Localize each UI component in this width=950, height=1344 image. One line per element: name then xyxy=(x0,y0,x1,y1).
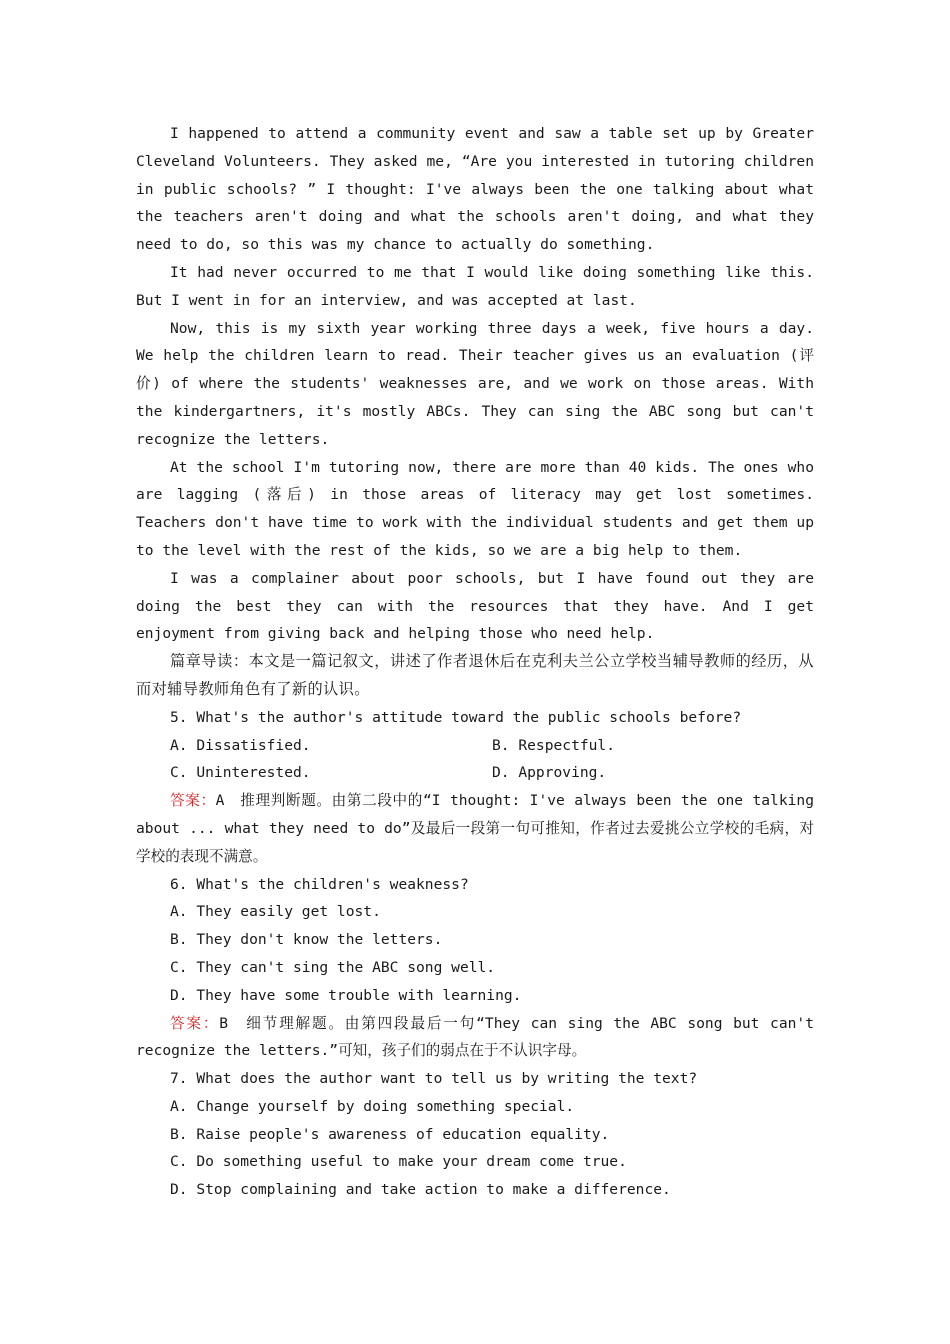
question-5-option-c: C. Uninterested. xyxy=(170,764,311,782)
passage-guide: 篇章导读：本文是一篇记叙文，讲述了作者退休后在克利夫兰公立学校当辅导教师的经历，从而对辅导教师角色有了新的认识。 xyxy=(136,652,814,698)
question-5-option-d: D. Approving. xyxy=(492,764,607,782)
question-5-stem: 5. What's the author's attitude toward the public schools before? xyxy=(170,708,742,726)
answer-explanation: A 推理判断题。由第二段中的“I thought: I've always been the one talking about ... what they need to do”及最后一段第一句可推知，作者过去爱挑公立学校的毛病，对学校的表现不满意。 xyxy=(136,792,814,865)
question-7-option-c: C. Do something useful to make your dream come true. xyxy=(170,1153,627,1171)
question-6-option-d: D. They have some trouble with learning. xyxy=(170,986,522,1004)
question-7-stem: 7. What does the author want to tell us by writing the text? xyxy=(170,1070,698,1088)
passage-paragraph-1: I happened to attend a community event and saw a table set up by Greater Cleveland Volunteers. They asked me, “Are you interested in tutoring children in public schools? ” I thought: I've always been the one talking about what the teachers aren't doing and what the schools aren't doing, and what they need to do, so this was my chance to actually do something. xyxy=(136,125,814,254)
question-6-option-a: A. They easily get lost. xyxy=(170,903,381,921)
question-6-answer xyxy=(136,1010,814,1066)
passage-paragraph-4: At the school I'm tutoring now, there are more than 40 kids. The ones who are lagging (落后) in those areas of literacy may get lost sometimes. Teachers don't have time to work with the individual students and get them up to the level with the rest of the kids, so we are a big help to them. xyxy=(136,458,814,559)
question-7-option-b: B. Raise people's awareness of education equality. xyxy=(170,1125,610,1143)
question-6-option-c: C. They can't sing the ABC song well. xyxy=(170,958,496,976)
answer-label: 答案： xyxy=(170,792,216,810)
question-7-option-d: D. Stop complaining and take action to make a difference. xyxy=(170,1181,671,1199)
question-6-stem: 6. What's the children's weakness? xyxy=(170,875,469,893)
passage-paragraph-5: I was a complainer about poor schools, but I have found out they are doing the best they can with the resources that they have. And I get enjoyment from giving back and helping those who need help. xyxy=(136,569,814,643)
question-5-options-row-1 xyxy=(136,732,814,760)
passage-paragraph-2: It had never occurred to me that I would like doing something like this. But I went in for an interview, and was accepted at last. xyxy=(136,263,814,309)
question-5-option-b: B. Respectful. xyxy=(492,736,616,754)
document-page xyxy=(136,120,814,1204)
question-5-answer xyxy=(136,787,814,870)
passage-paragraph-3: Now, this is my sixth year working three days a week, five hours a day. We help the children learn to read. Their teacher gives us an evaluation (评价) of where the students' weaknesses are, and we work on those areas. With the kindergartners, it's mostly ABCs. They can sing the ABC song but can't recognize the letters. xyxy=(136,319,814,448)
answer-explanation: B 细节理解题。由第四段最后一句“They can sing the ABC song but can't recognize the letters.”可知，孩子们的弱点在于不认识字母。 xyxy=(136,1014,814,1060)
question-6-option-b: B. They don't know the letters. xyxy=(170,931,443,949)
answer-label: 答案： xyxy=(170,1014,220,1032)
question-5-option-a: A. Dissatisfied. xyxy=(170,736,311,754)
question-5-options-row-2 xyxy=(136,759,814,787)
question-7-option-a: A. Change yourself by doing something special. xyxy=(170,1097,575,1115)
